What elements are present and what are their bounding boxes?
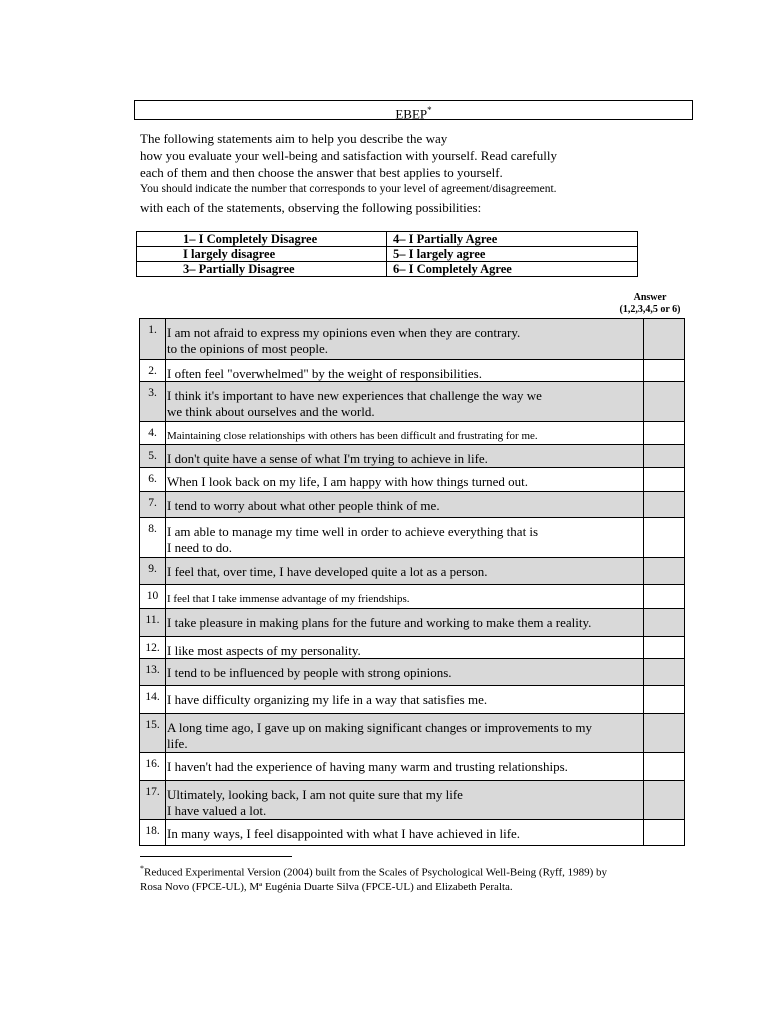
- scale-row: [137, 247, 638, 262]
- instructions-line: You should indicate the number that corresponds to your level of agreement/disagreement.: [140, 183, 557, 195]
- answer-column-header: [608, 292, 692, 316]
- scale-option: 4– I Partially Agree: [387, 232, 638, 247]
- questionnaire-row: [139, 359, 685, 382]
- questionnaire-row: [139, 685, 685, 714]
- questionnaire-row: [139, 608, 685, 637]
- item-number: 12.: [140, 637, 166, 658]
- answer-cell[interactable]: [643, 714, 684, 752]
- item-statement: I haven't had the experience of having many warm and trusting relationships.: [167, 759, 568, 774]
- scale-row: [137, 232, 638, 247]
- item-number: 1.: [140, 319, 166, 359]
- item-number: 11.: [140, 609, 166, 636]
- questionnaire-row: [139, 713, 685, 753]
- scale-option: 1– I Completely Disagree: [137, 232, 387, 247]
- questionnaire-row: [139, 658, 685, 686]
- item-statement: A long time ago, I gave up on making significant changes or improvements to my life.: [166, 714, 643, 752]
- questionnaire-row: [139, 752, 685, 781]
- item-number: 3.: [140, 382, 166, 421]
- scale-option: 6– I Completely Agree: [387, 262, 638, 277]
- item-number: 13.: [140, 659, 166, 685]
- answer-cell[interactable]: [643, 360, 684, 381]
- scale-row: [137, 262, 638, 277]
- answer-cell[interactable]: [643, 659, 684, 685]
- answer-cell[interactable]: [643, 492, 684, 517]
- item-statement: I take pleasure in making plans for the future and working to make them a reality.: [166, 609, 643, 636]
- item-number: 4.: [140, 422, 166, 444]
- answer-cell[interactable]: [643, 609, 684, 636]
- scale-option: 5– I largely agree: [387, 247, 638, 262]
- questionnaire-row: [139, 517, 685, 558]
- item-number: 7.: [140, 492, 166, 517]
- item-number: 6.: [140, 468, 166, 491]
- footnote-divider: [140, 856, 292, 857]
- item-number: 17.: [140, 781, 166, 819]
- questionnaire-title: EBEP*: [134, 100, 693, 120]
- answer-cell[interactable]: [643, 518, 684, 557]
- answer-cell[interactable]: [643, 686, 684, 713]
- scale-option: 3– Partially Disagree: [137, 262, 387, 277]
- item-statement: In many ways, I feel disappointed with what I have achieved in life.: [167, 826, 521, 841]
- item-number: 15.: [140, 714, 166, 752]
- item-statement: I tend to worry about what other people think of me.: [166, 492, 643, 517]
- answer-header-options: (1,2,3,4,5 or 6): [619, 304, 681, 315]
- answer-cell[interactable]: [643, 637, 684, 658]
- answer-cell[interactable]: [643, 781, 684, 819]
- item-statement: I feel that I take immense advantage of my friendships.: [167, 593, 410, 605]
- answer-cell[interactable]: [643, 585, 684, 608]
- answer-cell[interactable]: [643, 558, 684, 584]
- questionnaire-row: [139, 780, 685, 820]
- item-statement: I don't quite have a sense of what I'm trying to achieve in life.: [166, 445, 643, 467]
- questionnaire-row: [139, 444, 685, 468]
- item-number: 10: [140, 585, 166, 608]
- item-number: 8.: [140, 518, 166, 557]
- questionnaire-row: [139, 636, 685, 659]
- item-statement: I am able to manage my time well in order to achieve everything that is I need to do.: [167, 524, 539, 555]
- instructions-line: how you evaluate your well-being and satisfaction with yourself. Read carefully: [140, 148, 557, 163]
- item-number: 5.: [140, 445, 166, 467]
- instructions-line: with each of the statements, observing the following possibilities:: [140, 200, 482, 215]
- item-number: 16.: [140, 753, 166, 780]
- item-statement: I feel that, over time, I have developed quite a lot as a person.: [166, 558, 643, 584]
- instructions-line: The following statements aim to help you describe the way: [140, 131, 448, 146]
- item-number: 14.: [140, 686, 166, 713]
- response-scale-table: [136, 231, 638, 277]
- questionnaire-row: [139, 491, 685, 518]
- item-statement: I like most aspects of my personality.: [167, 643, 361, 658]
- answer-cell[interactable]: [643, 445, 684, 467]
- answer-cell[interactable]: [643, 820, 684, 845]
- answer-cell[interactable]: [643, 422, 684, 444]
- item-number: 9.: [140, 558, 166, 584]
- item-statement: Ultimately, looking back, I am not quite sure that my life I have valued a lot.: [166, 781, 643, 819]
- item-statement: I have difficulty organizing my life in a way that satisfies me.: [167, 692, 488, 707]
- item-statement: I often feel "overwhelmed" by the weight of responsibilities.: [167, 366, 482, 381]
- item-statement: I tend to be influenced by people with strong opinions.: [166, 659, 643, 685]
- questionnaire-row: [139, 467, 685, 492]
- questionnaire-row: [139, 557, 685, 585]
- answer-cell[interactable]: [643, 468, 684, 491]
- questionnaire-row: [139, 819, 685, 846]
- item-statement: I think it's important to have new experiences that challenge the way we we think about ourselves and the world.: [166, 382, 643, 421]
- answer-cell[interactable]: [643, 319, 684, 359]
- footnote: *Reduced Experimental Version (2004) built from the Scales of Psychological Well-Being (Ryff, 1989) by Rosa Novo (FPCE-UL), Mª Eugénia Duarte Silva (FPCE-UL) and Elizabeth Peralta.: [140, 864, 608, 893]
- questionnaire-row: [139, 584, 685, 609]
- instructions-line: each of them and then choose the answer that best applies to yourself.: [140, 165, 503, 180]
- questionnaire-row: [139, 318, 685, 360]
- questionnaire-row: [139, 421, 685, 445]
- answer-header-label: Answer: [633, 292, 667, 303]
- item-statement: I am not afraid to express my opinions even when they are contrary. to the opinions of most people.: [166, 319, 643, 359]
- scale-option: I largely disagree: [137, 247, 387, 262]
- item-number: 2.: [140, 360, 166, 381]
- item-statement: When I look back on my life, I am happy with how things turned out.: [167, 474, 529, 489]
- answer-cell[interactable]: [643, 753, 684, 780]
- answer-cell[interactable]: [643, 382, 684, 421]
- item-statement: Maintaining close relationships with others has been difficult and frustrating for me.: [167, 430, 538, 442]
- questionnaire-row: [139, 381, 685, 422]
- item-number: 18.: [140, 820, 166, 845]
